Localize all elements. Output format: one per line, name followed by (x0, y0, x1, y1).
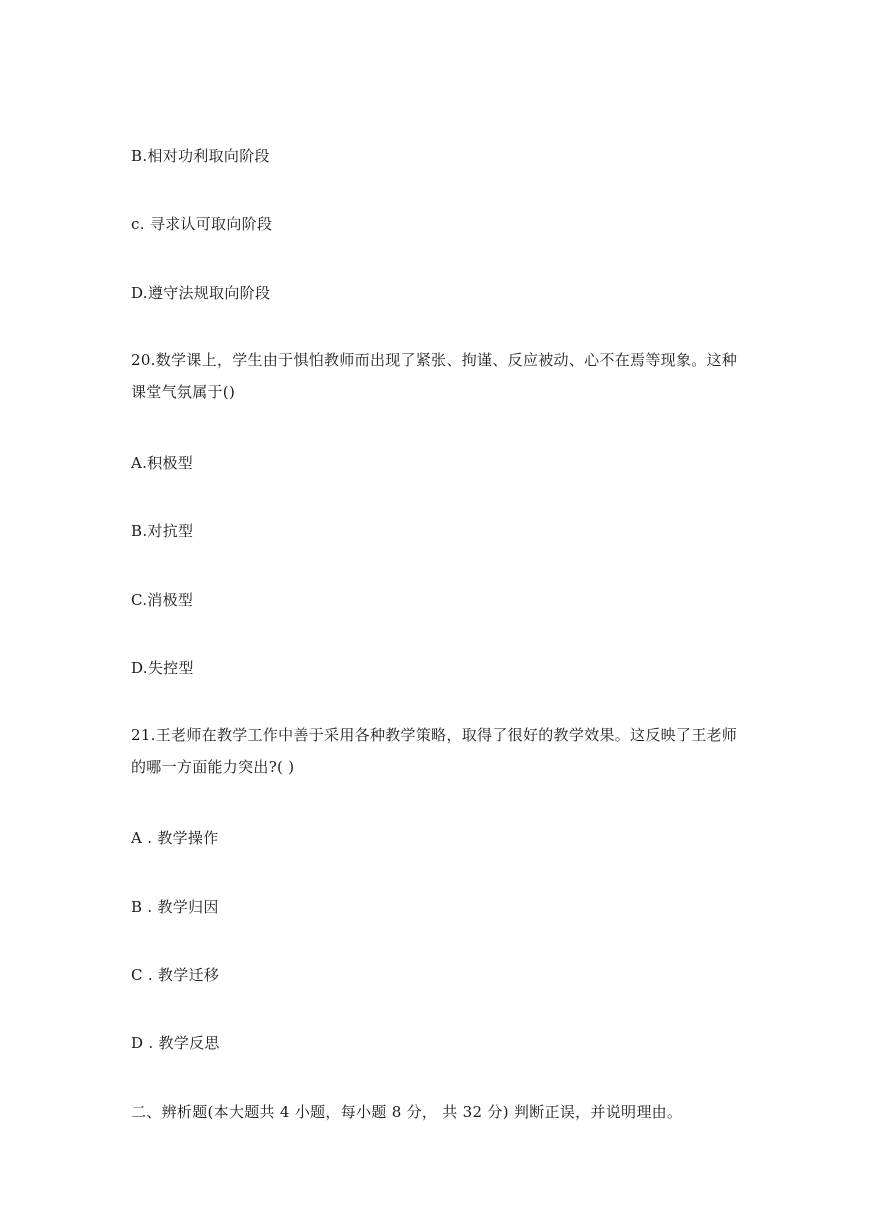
q19-option-d: D.遵守法规取向阶段 (131, 284, 271, 302)
q19-option-b: B.相对功利取向阶段 (131, 147, 270, 165)
q21-stem-line2: 的哪一方面能力突出?( ) (131, 758, 295, 776)
q21-stem (131, 719, 743, 783)
q21-option-a: A . 教学操作 (131, 829, 219, 847)
q20-option-d: D.失控型 (131, 659, 194, 677)
q20-option-b: B.对抗型 (131, 522, 194, 540)
q20-stem (131, 344, 743, 408)
q20-option-a: A.积极型 (131, 454, 194, 472)
q20-stem-line1: 20.数学课上，学生由于惧怕教师而出现了紧张、拘谨、反应被动、心不在焉等现象。这种 (131, 351, 738, 369)
q19-option-c: c. 寻求认可取向阶段 (131, 215, 273, 233)
q21-option-b: B . 教学归因 (131, 898, 219, 916)
q20-option-c: C.消极型 (131, 591, 194, 609)
q21-option-c: C . 教学迁移 (131, 966, 220, 984)
section-heading: 二、辨析题(本大题共 4 小题，每小题 8 分， 共 32 分) 判断正误，并说明理由。 (131, 1103, 683, 1121)
q20-stem-line2: 课堂气氛属于() (131, 383, 236, 401)
q21-option-d: D . 教学反思 (131, 1034, 220, 1052)
q21-stem-line1: 21.王老师在教学工作中善于采用各种教学策略，取得了很好的教学效果。这反映了王老师 (131, 726, 738, 744)
